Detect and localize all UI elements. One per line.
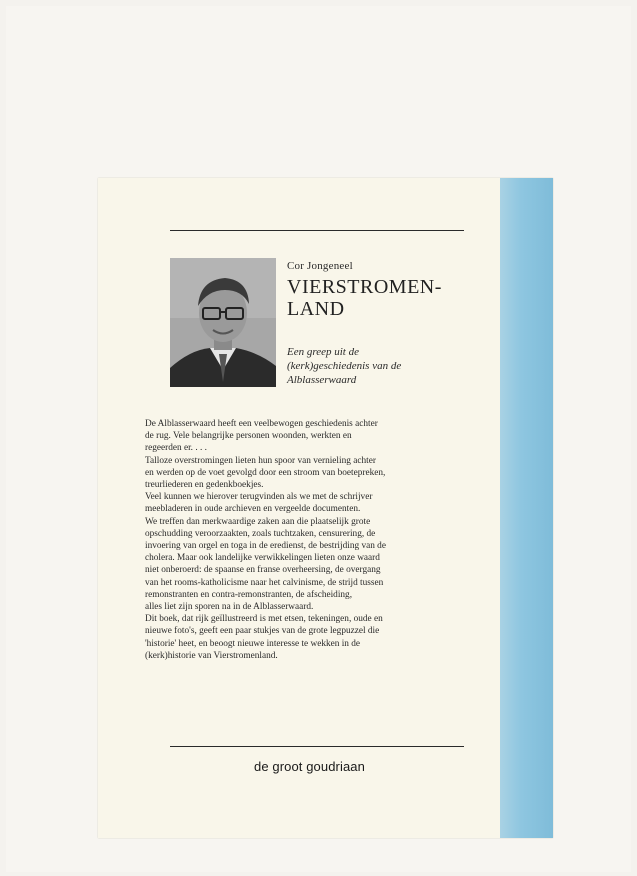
- blurb-line: alles liet zijn sporen na in de Alblasserwaard.: [145, 602, 314, 613]
- blurb-line: De Alblasserwaard heeft een veelbewogen geschiedenis achter: [145, 419, 378, 429]
- blurb-line: (kerk)historie van Vierstromenland.: [145, 650, 278, 661]
- blurb-line: Dit boek, dat rijk geïllustreerd is met etsen, tekeningen, oude en: [145, 614, 383, 625]
- blurb-line: cholera. Maar ook landelijke verwikkelingen lieten onze waard: [145, 553, 380, 564]
- blurb-line: niet onberoerd: de spaanse en franse overheersing, de overgang: [145, 565, 381, 576]
- publisher-name: de groot goudriaan: [254, 759, 365, 774]
- blurb-line: treurliederen en gedenkboekjes.: [145, 480, 264, 491]
- book-title-line: VIERSTROMEN-: [287, 276, 442, 298]
- blurb-line: remonstranten en contra-remonstranten, de afscheiding,: [145, 589, 353, 600]
- blurb-line: We treffen dan merkwaardige zaken aan die plaatselijk grote: [145, 516, 371, 527]
- blurb-line: Veel kunnen we hierover terugvinden als we met de schrijver: [145, 492, 373, 503]
- blurb-line: de rug. Vele belangrijke personen woonden, werkten en: [145, 431, 352, 442]
- blurb-line: invoering van orgel en toga in de eredienst, de bestrijding van de: [145, 541, 386, 552]
- blurb-line: en werden op de voet gevolgd door een stroom van boetepreken,: [145, 467, 386, 478]
- blurb-line: meebladeren in oude archieven en vergeelde documenten.: [145, 504, 361, 515]
- subtitle-line: Alblasserwaard: [287, 374, 357, 386]
- book-title-line: LAND: [287, 298, 345, 320]
- author-photo: [170, 258, 276, 387]
- blurb-line: Talloze overstromingen lieten hun spoor van vernieling achter: [145, 455, 376, 466]
- blurb-line: opschudding veroorzaakten, zoals tuchtzaken, censurering, de: [145, 528, 376, 539]
- blurb-line: nieuwe foto's, geeft een paar stukjes van de grote legpuzzel die: [145, 626, 380, 637]
- blurb-line: van het rooms-katholicisme naar het calvinisme, de strijd tussen: [145, 577, 384, 588]
- blurb-line: regeerden er. . . .: [145, 443, 207, 454]
- subtitle-line: (kerk)geschiedenis van de: [287, 360, 402, 372]
- subtitle-line: Een greep uit de: [287, 346, 359, 358]
- book-title: [287, 276, 487, 320]
- book-spine: [500, 178, 553, 838]
- book-subtitle: [287, 345, 477, 387]
- author-portrait-icon: [170, 258, 276, 387]
- top-rule: [170, 230, 464, 231]
- author-name: Cor Jongeneel: [287, 260, 353, 272]
- bottom-rule: [170, 746, 464, 747]
- blurb-line: 'historie' heet, en beoogt nieuwe interesse te wekken in de: [145, 638, 361, 649]
- blurb-text: [145, 418, 485, 662]
